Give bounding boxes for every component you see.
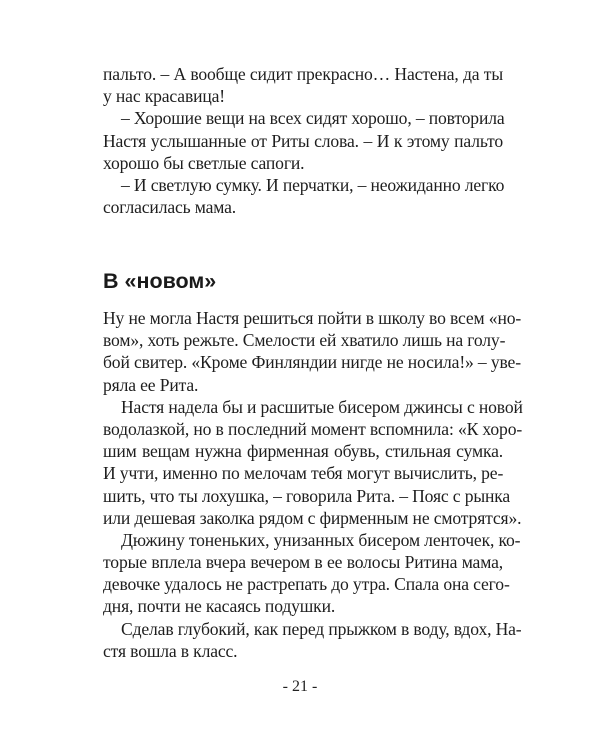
paragraph-block-main — [103, 307, 523, 662]
text-line: Ну не могла Настя решиться пойти в школу во всем «но- — [103, 308, 522, 328]
page-number: - 21 - — [282, 678, 318, 695]
text-line: Сделав глубокий, как перед прыжком в воду, вдох, На- — [121, 618, 522, 639]
text-line: шим вещам нужна фирменная обувь, стильная сумка. — [103, 441, 503, 462]
text-line: шить, что ты лохушка, – говорила Рита. – Пояс с рынка — [103, 485, 511, 506]
text-line: согласилась мама. — [103, 197, 237, 218]
text-line: Настя услышанные от Риты слова. – И к этому пальто — [103, 130, 503, 151]
text-line: стя вошла в класс. — [103, 640, 238, 661]
text-line: – Хорошие вещи на всех сидят хорошо, – повторила — [121, 108, 505, 129]
text-line: или дешевая заколка рядом с фирменным не смотрятся». — [103, 507, 522, 528]
text-line: пальто. – А вообще сидит прекрасно… Настена, да ты — [103, 64, 503, 84]
text-line: дня, почти не касаясь подушки. — [103, 596, 336, 617]
text-line: ряла ее Рита. — [103, 374, 199, 395]
text-line: бой свитер. «Кроме Финляндии нигде не носила!» – уве- — [103, 352, 521, 373]
paragraph-block-top — [103, 63, 503, 218]
chapter-heading: В «новом» — [103, 269, 217, 293]
text-line: вом», хоть режьте. Смелости ей хватило лишь на голу- — [103, 330, 506, 351]
text-line: – И светлую сумку. И перчатки, – неожиданно легко — [121, 174, 505, 195]
text-line: торые вплела вчера вечером в ее волосы Ритина мама, — [103, 552, 503, 573]
text-line: И учти, именно по мелочам тебя могут вычислить, ре- — [103, 463, 504, 484]
text-line: девочке удалось не растрепать до утра. Спала она сего- — [103, 574, 510, 595]
text-line: у нас красавица! — [103, 86, 226, 107]
text-line: Настя надела бы и расшитые бисером джинсы с новой — [121, 396, 523, 417]
text-line: водолазкой, но в последний момент вспомнила: «К хоро- — [103, 418, 523, 439]
text-line: хорошо бы светлые сапоги. — [103, 152, 305, 173]
text-line: Дюжину тоненьких, унизанных бисером ленточек, ко- — [121, 529, 521, 550]
